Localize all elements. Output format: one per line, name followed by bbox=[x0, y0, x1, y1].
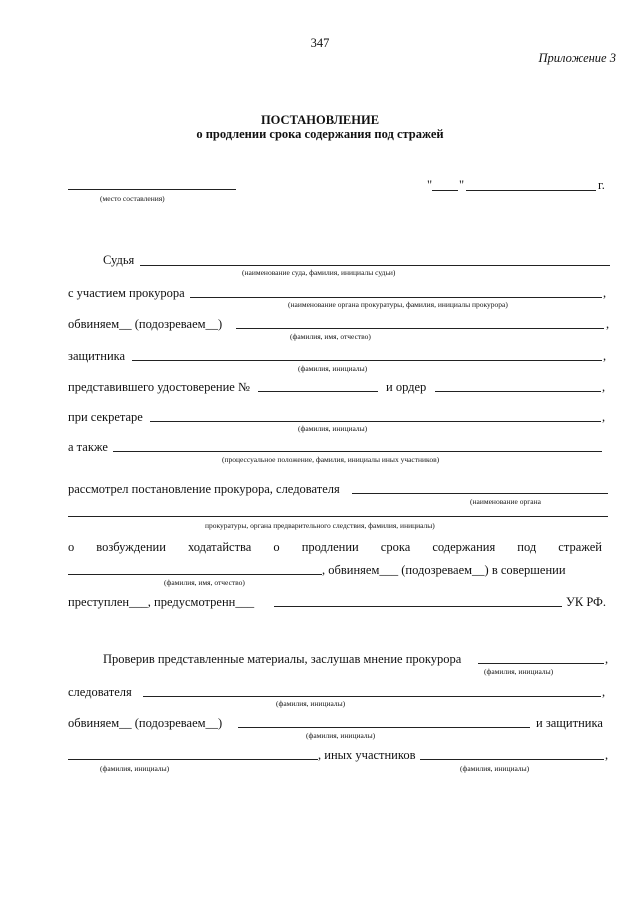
secretary-label: при секретаре bbox=[68, 410, 143, 424]
prosecutor-label: с участием прокурора bbox=[68, 286, 185, 300]
also-field[interactable] bbox=[113, 451, 602, 452]
date-year-suffix: г. bbox=[598, 178, 605, 192]
review-prosecutor-field[interactable] bbox=[478, 663, 604, 664]
motion-word: стражей bbox=[558, 540, 602, 554]
review-accused-label: обвиняем__ (подозреваем__) bbox=[68, 716, 223, 730]
order-label: и ордер bbox=[386, 380, 427, 394]
secretary-caption: (фамилия, инициалы) bbox=[298, 424, 368, 433]
considered-label: рассмотрел постановление прокурора, следователя bbox=[68, 482, 340, 496]
accused-comma: , bbox=[606, 317, 610, 331]
prosecutor-caption: (наименование органа прокуратуры, фамилия, инициалы прокурора) bbox=[288, 300, 508, 309]
also-label: а также bbox=[68, 440, 108, 454]
review-others-comma: , bbox=[605, 748, 609, 762]
review-defender-label: и защитника bbox=[536, 716, 603, 730]
motion-word: о bbox=[273, 540, 280, 554]
review-accused-field[interactable] bbox=[238, 727, 530, 728]
certificate-label: представившего удостоверение № bbox=[68, 380, 250, 394]
secretary-comma: , bbox=[602, 410, 606, 424]
defender-comma: , bbox=[603, 349, 607, 363]
judge-field[interactable] bbox=[140, 265, 610, 266]
motion-word: содержания bbox=[432, 540, 496, 554]
motion-line bbox=[68, 540, 602, 554]
motion-word: ходатайства bbox=[187, 540, 252, 554]
judge-caption: (наименование суда, фамилия, инициалы судьи) bbox=[242, 268, 396, 277]
accused-commit-label: , обвиняем___ (подозреваем__) в совершении bbox=[322, 563, 566, 577]
review-intro-caption: (фамилия, инициалы) bbox=[484, 667, 554, 676]
place-caption: (место составления) bbox=[100, 194, 165, 203]
crime-article-field[interactable] bbox=[274, 606, 562, 607]
review-investigator-label: следователя bbox=[68, 685, 132, 699]
review-defender-caption: (фамилия, инициалы) bbox=[100, 764, 170, 773]
accused-caption: (фамилия, имя, отчество) bbox=[290, 332, 371, 341]
defender-caption: (фамилия, инициалы) bbox=[298, 364, 368, 373]
motion-word: срока bbox=[380, 540, 411, 554]
accused-field[interactable] bbox=[236, 328, 604, 329]
crime-label: преступлен___, предусмотренн___ bbox=[68, 595, 255, 609]
accused-label: обвиняем__ (подозреваем__) bbox=[68, 317, 223, 331]
date-day-field[interactable] bbox=[432, 190, 458, 191]
document-subtitle: о продлении срока содержания под стражей bbox=[196, 127, 444, 141]
organ-field-line-1[interactable] bbox=[352, 493, 608, 494]
review-investigator-caption: (фамилия, инициалы) bbox=[276, 699, 346, 708]
appendix-label: Приложение 3 bbox=[538, 51, 616, 65]
secretary-field[interactable] bbox=[150, 421, 601, 422]
review-defender-field[interactable] bbox=[68, 759, 318, 760]
motion-word: продлении bbox=[301, 540, 359, 554]
date-quote-open: " bbox=[427, 178, 433, 192]
review-intro: Проверив представленные материалы, заслушав мнение прокурора bbox=[103, 652, 462, 666]
motion-word: возбуждении bbox=[96, 540, 166, 554]
document-title: ПОСТАНОВЛЕНИЕ bbox=[260, 113, 380, 127]
organ-caption-2: прокуратуры, органа предварительного следствия, фамилия, инициалы) bbox=[205, 521, 435, 530]
review-others-field[interactable] bbox=[420, 759, 604, 760]
review-prosecutor-comma: , bbox=[605, 652, 609, 666]
review-others-label: , иных участников bbox=[318, 748, 416, 762]
organ-field-line-2[interactable] bbox=[68, 516, 608, 517]
prosecutor-field[interactable] bbox=[190, 297, 602, 298]
review-accused-caption: (фамилия, инициалы) bbox=[306, 731, 376, 740]
also-caption: (процессуальное положение, фамилия, инициалы иных участников) bbox=[222, 455, 440, 464]
crime-suffix: УК РФ. bbox=[566, 595, 607, 609]
review-investigator-field[interactable] bbox=[143, 696, 601, 697]
accused-commit-field[interactable] bbox=[68, 574, 322, 575]
accused-commit-caption: (фамилия, имя, отчество) bbox=[164, 578, 245, 587]
certificate-number-field[interactable] bbox=[258, 391, 378, 392]
prosecutor-comma: , bbox=[603, 286, 607, 300]
organ-caption-1: (наименование органа bbox=[470, 497, 541, 506]
motion-word: под bbox=[517, 540, 537, 554]
review-others-caption: (фамилия, инициалы) bbox=[460, 764, 530, 773]
date-month-year-field[interactable] bbox=[466, 190, 596, 191]
page-number: 347 bbox=[310, 36, 330, 50]
defender-field[interactable] bbox=[132, 360, 602, 361]
defender-label: защитника bbox=[68, 349, 126, 363]
place-field[interactable] bbox=[68, 189, 236, 190]
order-comma: , bbox=[602, 380, 606, 394]
order-field[interactable] bbox=[435, 391, 601, 392]
motion-word: о bbox=[68, 540, 75, 554]
review-investigator-comma: , bbox=[602, 685, 606, 699]
date-quote-close: " bbox=[459, 178, 465, 192]
judge-label: Судья bbox=[103, 253, 135, 267]
